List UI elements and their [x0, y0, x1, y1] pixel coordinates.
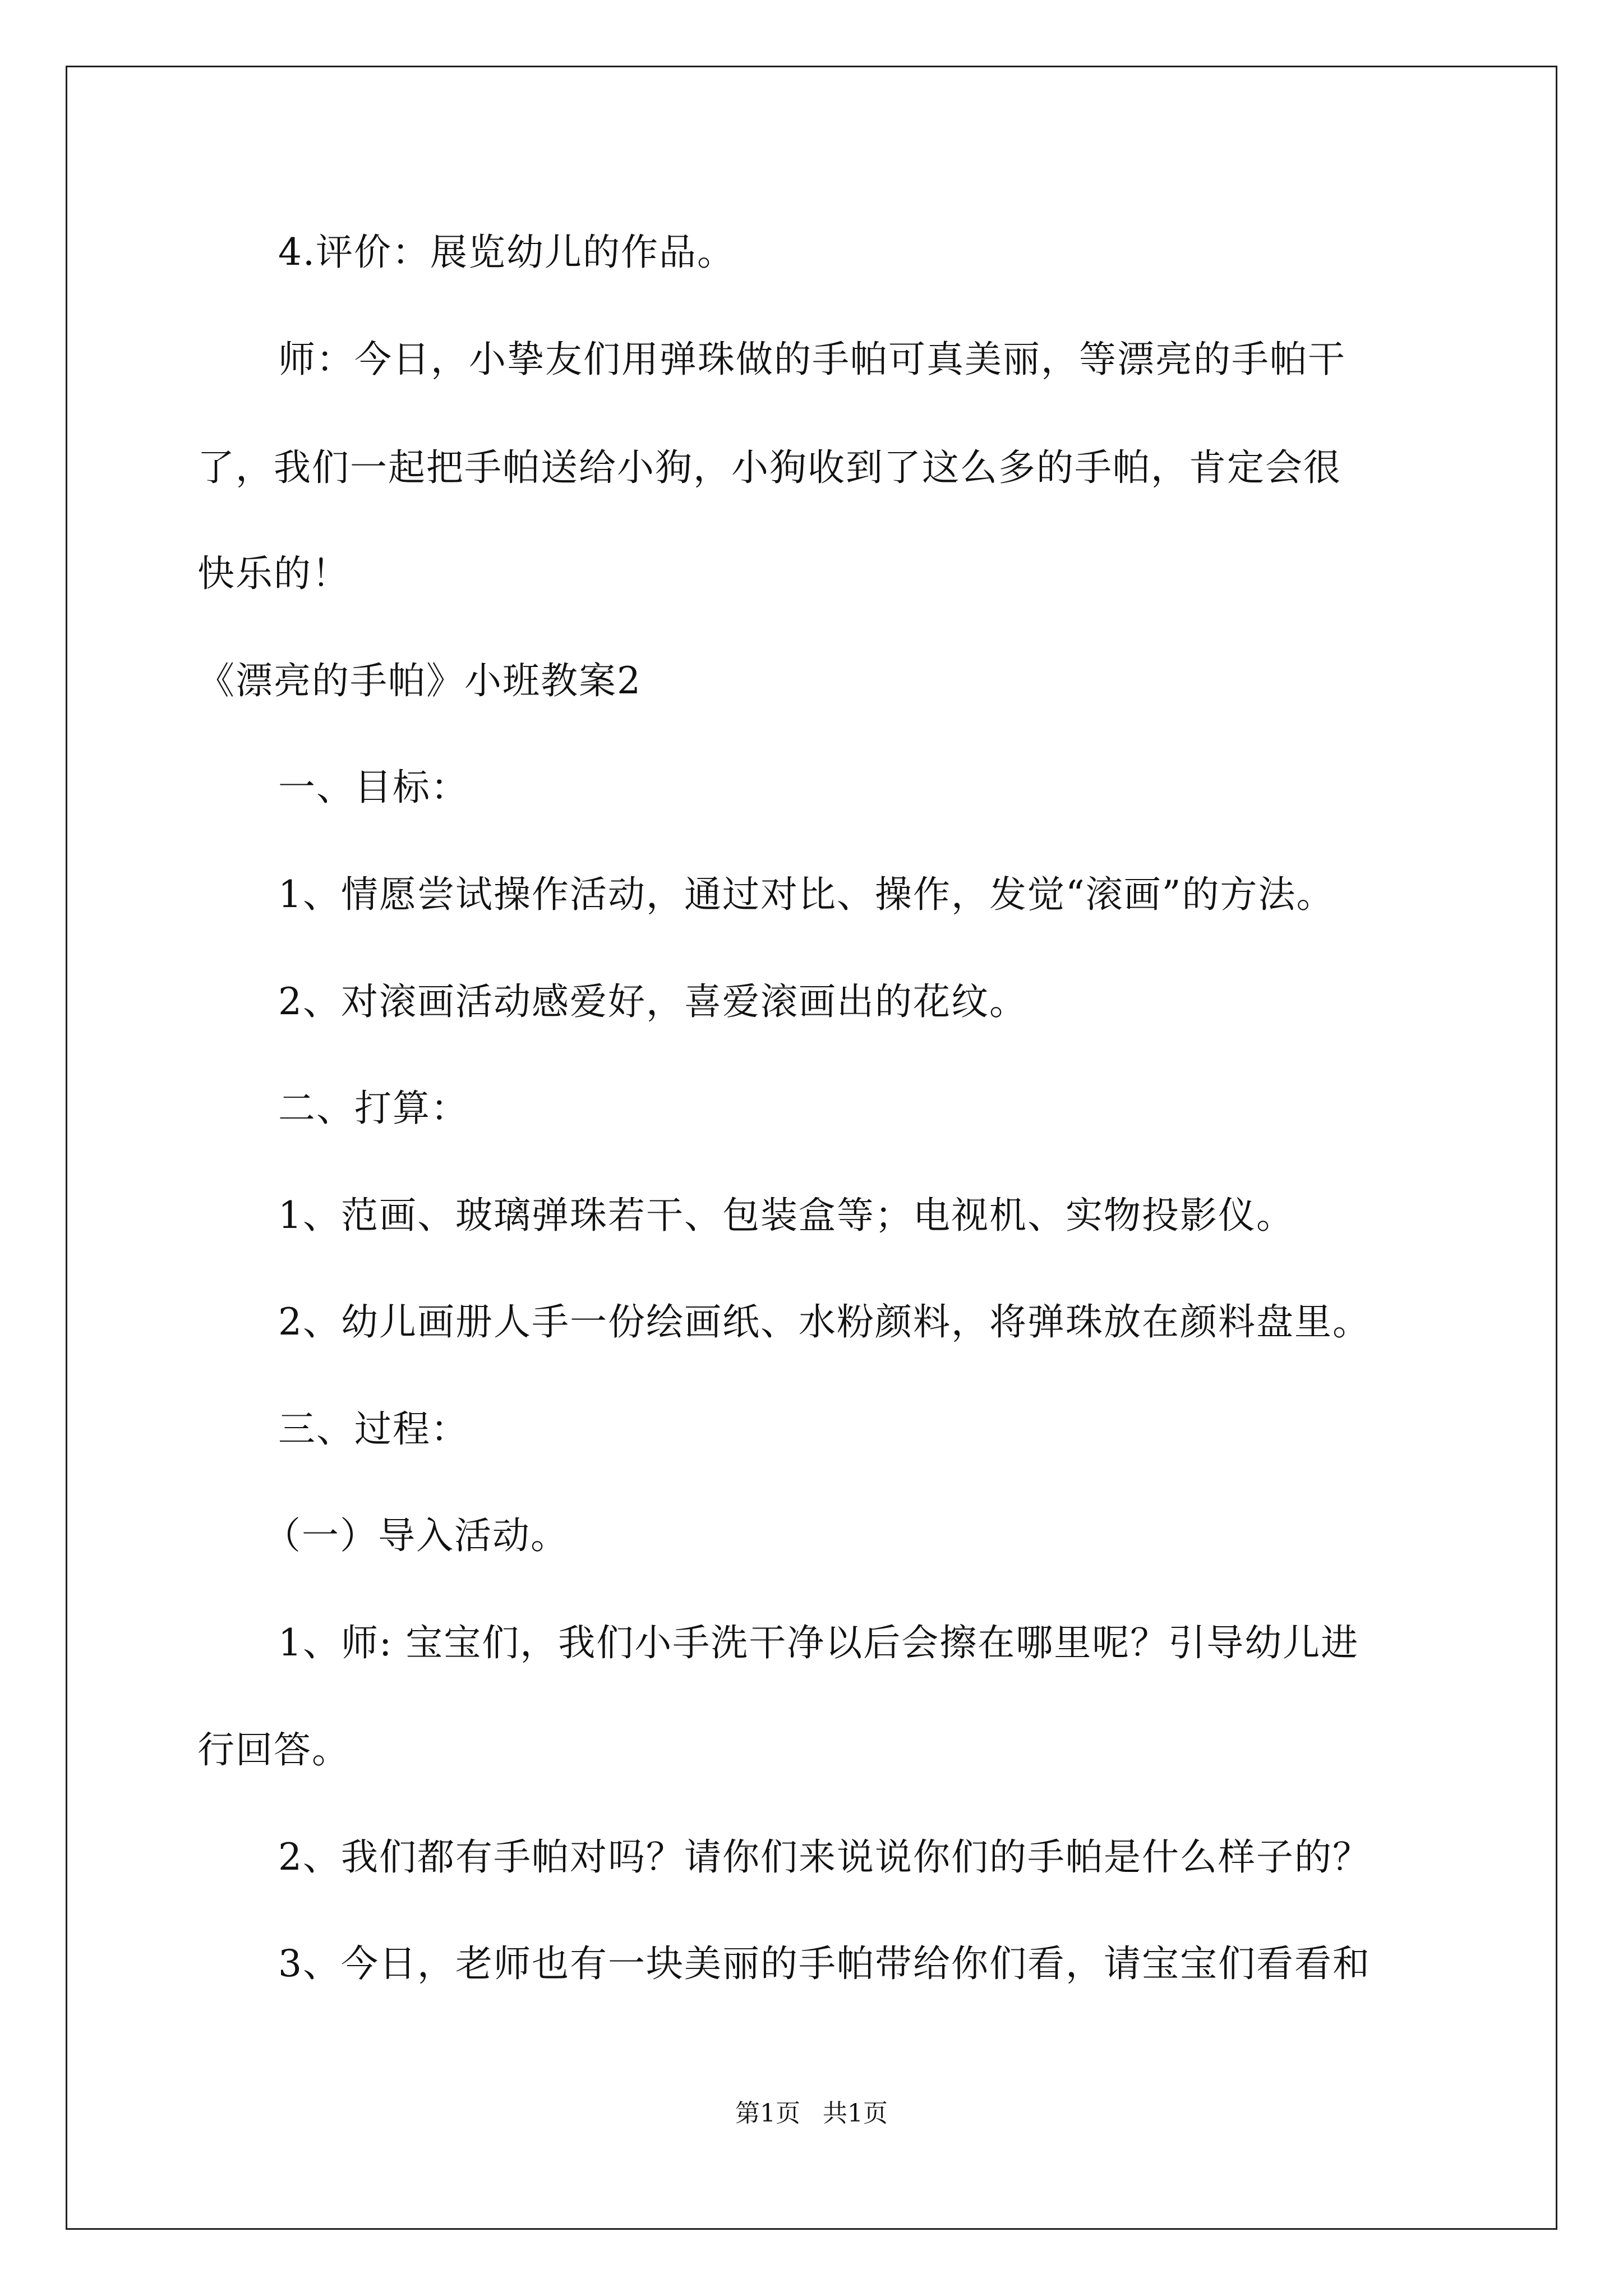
page-number-current: 第1页 [735, 2099, 800, 2128]
prep-item-2: 2、幼儿画册人手一份绘画纸、水粉颜料，将弹珠放在颜料盘里。 [278, 1300, 1371, 1343]
heading-goals: 一、目标： [278, 766, 469, 809]
paragraph-teacher-line-3: 快乐的！ [197, 552, 350, 595]
process-step-2: 2、我们都有手帕对吗？请你们来说说你们的手帕是什么样子的？ [278, 1835, 1371, 1879]
paragraph-teacher-line-1: 师：今日，小挚友们用弹珠做的手帕可真美丽，等漂亮的手帕干 [278, 338, 1346, 381]
page-number-total: 共1页 [823, 2099, 888, 2128]
process-step-1-line-2: 行回答。 [197, 1728, 350, 1772]
section-title: 《漂亮的手帕》小班教案2 [197, 659, 642, 702]
page-footer [0, 2098, 1623, 2129]
paragraph-teacher-line-2: 了，我们一起把手帕送给小狗，小狗收到了这么多的手帕，肯定会很 [197, 446, 1341, 489]
process-step-3: 3、今日，老师也有一块美丽的手帕带给你们看，请宝宝们看看和 [278, 1942, 1371, 1985]
process-step-1-line-1: 1、师: 宝宝们，我们小手洗干净以后会擦在哪里呢？引导幼儿进 [278, 1621, 1359, 1664]
page-border [66, 66, 1557, 2230]
heading-preparation: 二、打算： [278, 1087, 469, 1130]
prep-item-1: 1、范画、玻璃弹珠若干、包装盒等；电视机、实物投影仪。 [278, 1194, 1294, 1237]
paragraph-evaluation: 4.评价：展览幼儿的作品。 [278, 231, 735, 274]
process-intro: （一）导入活动。 [264, 1514, 569, 1557]
goal-item-2: 2、对滚画活动感爱好，喜爱滚画出的花纹。 [278, 980, 1027, 1023]
heading-process: 三、过程： [278, 1407, 469, 1451]
goal-item-1: 1、情愿尝试操作活动，通过对比、操作，发觉“滚画”的方法。 [278, 873, 1335, 916]
